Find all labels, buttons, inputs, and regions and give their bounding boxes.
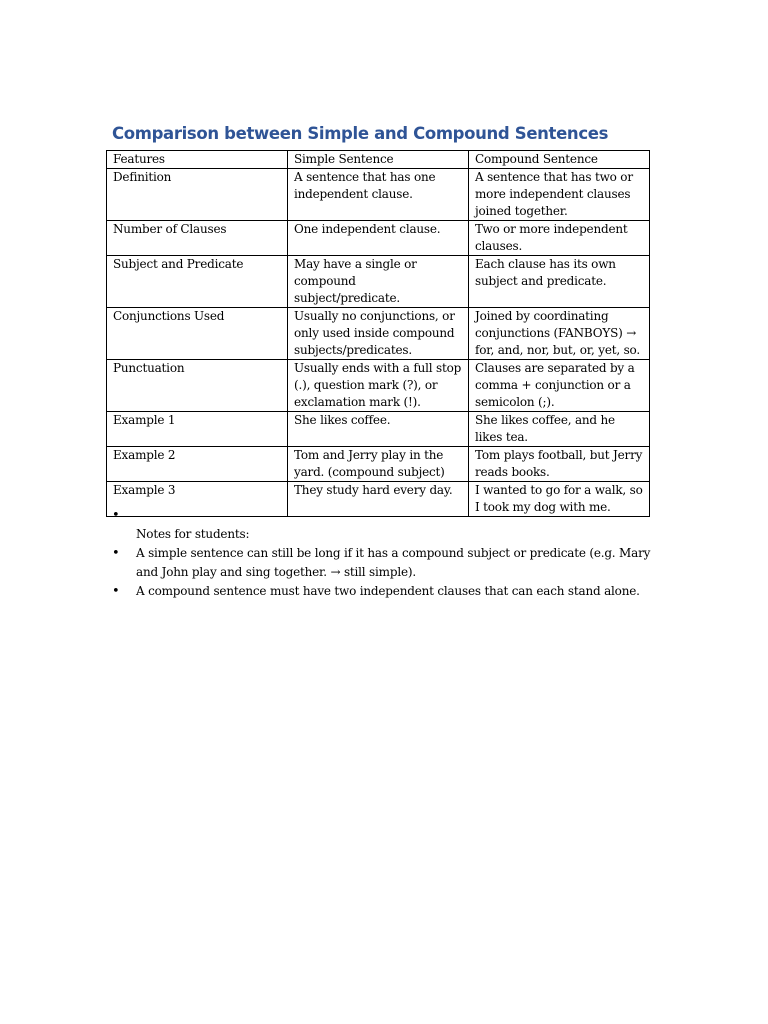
table-row [107, 308, 650, 360]
compound-cell: Joined by coordinating conjunctions (FANBOYS) → for, and, nor, but, or, yet, so. [469, 308, 650, 360]
notes-heading: Notes for students: [136, 527, 250, 541]
notes-section [112, 506, 652, 601]
table-row [107, 447, 650, 482]
row-label: Definition [107, 169, 288, 221]
header-features: Features [107, 151, 288, 169]
compound-cell: Tom plays football, but Jerry reads books. [469, 447, 650, 482]
bullet-icon: • [112, 584, 120, 599]
table-header-row [107, 151, 650, 169]
row-label: Example 3 [107, 482, 288, 517]
simple-cell: One independent clause. [288, 221, 469, 256]
note-text: A compound sentence must have two independent clauses that can each stand alone. [136, 584, 640, 598]
compound-cell: I wanted to go for a walk, so I took my dog with me. [469, 482, 650, 517]
simple-cell: She likes coffee. [288, 412, 469, 447]
bullet-icon: • [112, 546, 120, 561]
row-label: Subject and Predicate [107, 256, 288, 308]
table-row [107, 360, 650, 412]
table-row [107, 169, 650, 221]
simple-cell: Tom and Jerry play in the yard. (compound subject) [288, 447, 469, 482]
simple-cell: May have a single or compound subject/predicate. [288, 256, 469, 308]
header-compound-sentence: Compound Sentence [469, 151, 650, 169]
compound-cell: She likes coffee, and he likes tea. [469, 412, 650, 447]
simple-cell: Usually no conjunctions, or only used inside compound subjects/predicates. [288, 308, 469, 360]
row-label: Example 2 [107, 447, 288, 482]
compound-cell: Clauses are separated by a comma + conjunction or a semicolon (;). [469, 360, 650, 412]
compound-cell: A sentence that has two or more independent clauses joined together. [469, 169, 650, 221]
note-text: A simple sentence can still be long if it has a compound subject or predicate (e.g. Mary and John play and sing together. → still simple). [136, 546, 651, 579]
table-row [107, 221, 650, 256]
table-row [107, 412, 650, 447]
compound-cell: Each clause has its own subject and predicate. [469, 256, 650, 308]
row-label: Example 1 [107, 412, 288, 447]
empty-bullet-item [112, 506, 652, 525]
header-simple-sentence: Simple Sentence [288, 151, 469, 169]
list-item [112, 544, 652, 582]
compound-cell: Two or more independent clauses. [469, 221, 650, 256]
simple-cell: They study hard every day. [288, 482, 469, 517]
comparison-table [106, 150, 650, 517]
table-row [107, 256, 650, 308]
simple-cell: A sentence that has one independent clause. [288, 169, 469, 221]
list-item [112, 582, 652, 601]
row-label: Punctuation [107, 360, 288, 412]
simple-cell: Usually ends with a full stop (.), question mark (?), or exclamation mark (!). [288, 360, 469, 412]
bullet-icon: • [112, 508, 120, 523]
row-label: Number of Clauses [107, 221, 288, 256]
row-label: Conjunctions Used [107, 308, 288, 360]
page-title: Comparison between Simple and Compound Sentences [112, 124, 609, 143]
